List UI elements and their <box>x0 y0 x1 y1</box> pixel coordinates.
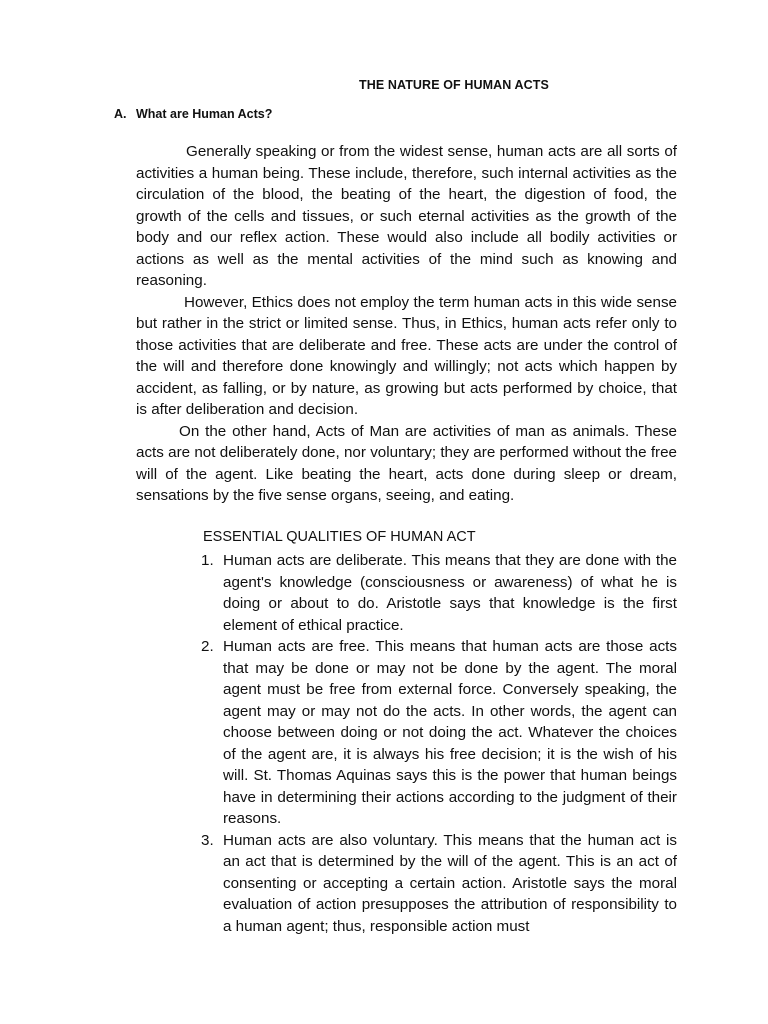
paragraph-widest-sense: Generally speaking or from the widest sense, human acts are all sorts of activities a human being. These include, therefore, such internal activities as the circulation of the blood, the beating of the heart, the digestion of food, the growth of the cells and tissues, or such eternal activities as the growth of the body and our reflex action. These would also include all bodily activities or actions as well as the mental activities of the mind such as knowing and reasoning. <box>136 143 677 289</box>
list-item <box>201 830 677 938</box>
list-item <box>201 636 677 830</box>
body-text <box>136 141 677 507</box>
paragraph-acts-of-man: On the other hand, Acts of Man are activities of man as animals. These acts are not deliberately done, nor voluntary; they are performed without the free will of the agent. Like beating the heart, acts done during sleep or dream, sensations by the five sense organs, seeing, and eating. <box>136 422 677 504</box>
list-item-text: Human acts are free. This means that human acts are those acts that may be done or may not be done by the agent. The moral agent must be free from external force. Conversely speaking, the agent may or may not do the acts. In other words, the agent can choose between doing or not doing the act. Whatever the choices of the agent are, it is always his free decision; it is the wish of his will. St. Thomas Aquinas says this is the power that human beings have in determining their actions according to the judgment of their reasons. <box>223 638 677 827</box>
list-item-number: 3. <box>201 831 214 849</box>
qualities-heading: ESSENTIAL QUALITIES OF HUMAN ACT <box>203 529 476 545</box>
qualities-list <box>201 550 677 937</box>
list-item <box>201 550 677 636</box>
paragraph-ethics-sense: However, Ethics does not employ the term human acts in this wide sense but rather in the strict or limited sense. Thus, in Ethics, human acts refer only to those activities that are deliberate and free. These acts are under the control of the will and therefore done knowingly and willingly; not acts which happen by accident, as falling, or by nature, as growing but acts performed by choice, that is after deliberation and decision. <box>136 293 677 418</box>
list-item-text: Human acts are also voluntary. This means that the human act is an act that is determined by the will of the agent. This is an act of consenting or accepting a certain action. Aristotle says the moral evaluation of action presupposes the attribution of responsibility to a human agent; thus, responsible action must <box>223 831 677 935</box>
document-title: THE NATURE OF HUMAN ACTS <box>359 78 549 92</box>
section-letter: A. <box>114 107 127 121</box>
list-item-number: 1. <box>201 552 214 569</box>
section-heading <box>114 107 272 121</box>
section-heading-text: What are Human Acts? <box>136 107 273 121</box>
list-item-text: Human acts are deliberate. This means that they are done with the agent's knowledge (consciousness or awareness) of what he is doing or about to do. Aristotle says that knowledge is the first element of ethical practice. <box>223 552 677 634</box>
list-item-number: 2. <box>201 638 214 655</box>
